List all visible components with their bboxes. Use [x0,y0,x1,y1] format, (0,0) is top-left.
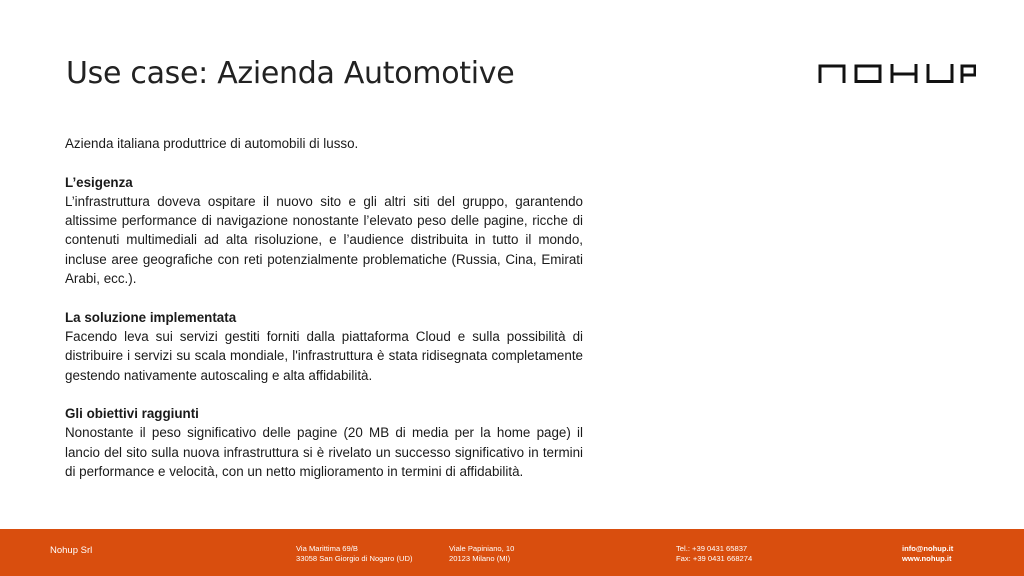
section-body-obiettivi: Nonostante il peso significativo delle pagine (20 MB di media per la home page) il lancio del sito sulla nuova infrastruttura si è rivelato un successo significativo in termini di performance e velocità, con un netto miglioramento in termini di affidabilità. [65,425,583,480]
footer-address-milano-line2: 20123 Milano (MI) [449,554,511,563]
footer-email-link[interactable]: info@nohup.it [902,544,954,553]
footer-address-udine-line1: Via Marittima 69/B [296,544,358,553]
nohup-logo-icon [818,62,976,84]
footer-fax: Fax: +39 0431 668274 [676,554,753,563]
section-heading-esigenza: L’esigenza [65,174,133,190]
nohup-logo [818,62,976,84]
section-heading-obiettivi: Gli obiettivi raggiunti [65,406,199,422]
section-body-soluzione: Facendo leva sui servizi gestiti forniti dalla piattaforma Cloud e sulla possibilità di distribuire i servizi su scala mondiale, l'infrastruttura è stata ridisegnata completamente gestendo nativamente autoscaling e alta affidabilità. [65,328,583,383]
footer-tel: Tel.: +39 0431 65837 [676,544,748,553]
footer-address-udine-line2: 33058 San Giorgio di Nogaro (UD) [296,554,413,563]
case-description [65,134,583,481]
footer-website-link[interactable]: www.nohup.it [902,554,952,563]
footer-company: Nohup Srl [50,545,93,556]
footer-address-milano-line1: Viale Papiniano, 10 [449,544,515,553]
footer-phones [676,544,752,564]
footer-address-udine [296,544,413,564]
section-heading-soluzione: La soluzione implementata [65,309,237,325]
intro-text: Azienda italiana produttrice di automobili di lusso. [65,136,359,151]
section-body-esigenza: L’infrastruttura doveva ospitare il nuovo sito e gli altri siti del gruppo, garantendo altissime performance di navigazione nonostante l’elevato peso delle pagine, ricche di contenuti multimediali ad alta risoluzione, e l’audience distribuita in tutto il mondo, incluse aree geografiche con reti potenzialmente problematiche (Russia, Cina, Emirati Arabi, ecc.). [65,193,583,287]
footer-address-milano [449,544,514,564]
slide-title: Use case: Azienda Automotive [66,56,515,91]
footer-bar [0,529,1024,576]
footer-contacts [902,544,953,564]
